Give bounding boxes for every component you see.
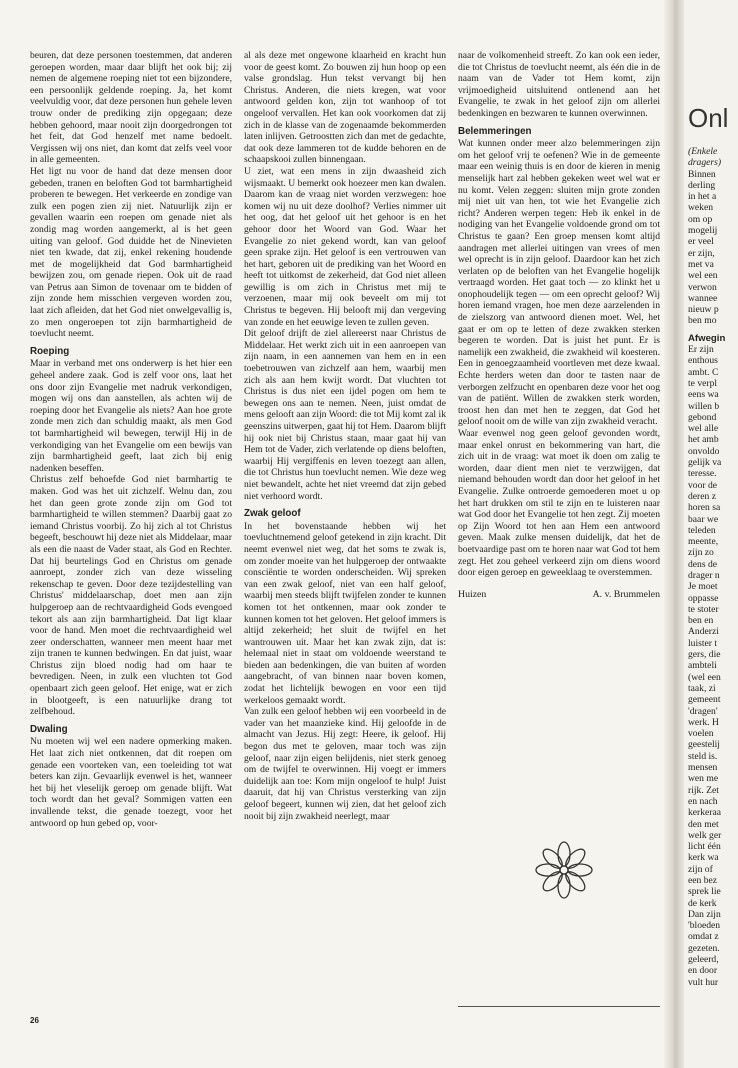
right-page-line: te verpl (688, 377, 718, 389)
right-page-line: drager n (688, 569, 720, 581)
paragraph: U ziet, wat een mens in zijn dwaasheid zich wijsmaakt. U bemerkt ook hoezeer men kan dwalen. Daarom kan de vraag niet worden verzwegen: hoe komen wij nu uit deze doolhof? Verlies nimmer uit het oog, dat het geloof uit het gehoor is en het gehoor door het Woord van God. Waar het Evangelie zo niet gekend wordt, kan van geloof geen sprake zijn. Het geloof is een vertrouwen van het hart, geboren uit de prediking van het Woord en heeft tot uitkomst de zekerheid, dat God niet alleen gewillig is om zich in Christus met mij te verzoenen, maar mij ook beveelt om mij tot Christus te begeven. Hij belooft mij dan vergeving van zonde en het eeuwige leven te zullen geven. (244, 165, 446, 328)
right-page-line: te stoter (688, 603, 719, 615)
right-page-line: eens wa (688, 389, 719, 401)
right-page-line: gezeten. (688, 942, 720, 954)
right-page-line: de kerk (688, 897, 717, 909)
right-page-line: ben mo (688, 315, 717, 327)
right-page-line: gelijk va (688, 457, 722, 469)
right-page-line: (wel een (688, 671, 721, 683)
right-page-line: in het a (688, 191, 717, 203)
right-page-line: kerkeraa (688, 807, 722, 819)
right-page-line: enthous (688, 355, 718, 367)
right-page-line: Afwegin (688, 332, 726, 344)
right-page-line: er veel (688, 236, 714, 248)
right-page-line: er zijn, (688, 247, 715, 259)
right-page-line: (Enkele (688, 146, 718, 157)
right-page-line: licht één (688, 841, 721, 853)
right-page-line: voor de (688, 479, 718, 491)
right-page-line: verwon (688, 281, 717, 293)
right-page-line: met va (688, 258, 714, 270)
right-page-line: steld is. (688, 750, 718, 762)
right-page-line: vult hur (688, 976, 719, 988)
right-page-line: zijn zo (688, 547, 714, 559)
right-page-line: mensen (688, 762, 718, 774)
right-page-line: Binnen (688, 168, 716, 180)
right-page-text (688, 146, 738, 988)
text-column-2 (244, 50, 446, 1000)
paragraph: Christus zelf behoefde God niet barmhartig te maken. God was het uit zichzelf. Welnu dan, zou het dan geen grote zonde zijn om God tot barmhartigheid te willen stemmen? Daarbij gaat zo iemand Christus voorbij. Zo hij zich al tot Christus begeeft, beschouwt hij deze niet als Middelaar, maar als een die naast de Vader staat, als God en Rechter. Dat hij beurtelings God en Christus om genade aanroept, zonder zich van deze wisseling rekenschap te geven. Door deze tezijdestelling van Christus' middelaarschap, doet men aan zijn hulpgeroep aan de rechtvaardigheid Gods evengoed tekort als aan zijn barmhartigheid. Dat ligt klaar voor de hand. Men moet die rechtvaardigheid wel zeer onderschatten, wanneer men meent haar met zijn tranen te kunnen bedwingen. En dat juist, waar Christus zijn bloed nodig had om haar te bevredigen. Neen, in zulk een vluchten tot God openbaart zich geen geloof. Het enige, wat er zich in blootgeeft, is een natuurlijke drang tot zelfbehoud. (30, 474, 232, 718)
right-page-line: gebond (688, 411, 717, 423)
column-rule (458, 1006, 660, 1007)
right-page-line: welk ger (688, 829, 722, 841)
right-page-line: gers, die (688, 649, 721, 661)
paragraph: Van zulk een geloof hebben wij een voorbeeld in de vader van het maanzieke kind. Hij geloofde in de almacht van Jezus. Hij zegt: Heere, ik geloof. Hij begon dus met te geloven, maar toch was zijn geloof, naar zijn eigen belijdenis, niet sterk genoeg om de twijfel te overwinnen. Hij voegt er immers duidelijk aan toe: Kom mijn ongeloof te hulp! Juist daaruit, dat hij van Christus versterking van zijn geloof begeert, kunnen wij zien, dat het geloof zich nooit bij zijn zwakheid neerlegt, maar (244, 706, 446, 822)
right-page-line: wen me (688, 773, 719, 785)
paragraph: Het ligt nu voor de hand dat deze mensen door gebeden, tranen en beloften God tot barmhartigheid proberen te bewegen. Het verkeerde en zondige van zulk een pogen zien zij niet. Natuurlijk zijn er gevallen waarin een roepen om genade niet als zondig mag worden aangemerkt, al is het geen uiting van geloof. God duidde het de Ninevieten niet ten kwade, dat zij, enkel rekening houdende met de mogelijkheid dat God barmhartigheid bewijzen zou, om genade riepen. Ook uit de raad van Petrus aan Simon de tovenaar om te bidden of zijn zonde hem misschien vergeven worden zou, laat zich afleiden, dat het God niet onwelgevallig is, zo men ongeroepen tot zijn barmhartigheid de toevlucht neemt. (30, 165, 232, 340)
right-page-title: Onl (688, 103, 729, 133)
right-page-line: deren z (688, 490, 716, 502)
right-page-line: het amb (688, 434, 719, 446)
right-page-line: onvoldo (688, 445, 720, 457)
right-page-line: baar we (688, 513, 719, 525)
right-page-line: geestelij (688, 739, 720, 751)
right-page-line: Anderzi (688, 626, 719, 638)
paragraph: al als deze met ongewone klaarheid en kracht hun voor de geest komt. Zo bouwen zij hun hoop op een valse grondslag. Hun tekst vervangt bij hen Christus. Anderen, die niets kregen, wat voor antwoord gelden kon, zijn tot wanhoop of tot ongeloof vervallen. Het kan ook voorkomen dat zij zich in de klasse van de zogenaamde bekommerden laten inlijven. Getroostten zich dan met de gedachte, dat ook deze lammeren tot de kudde behoren en de schaapskooi zullen binnengaan. (244, 50, 446, 166)
right-page-line: luister t (688, 637, 718, 649)
paragraph: Waar evenwel nog geen geloof gevonden wordt, maar enkel onrust en bekommering van hart, die zich uit in de vraag: wat moet ik doen om zalig te worden, daar dient men niet te verzwijgen, dat niemand behouden wordt dan door het geloof in het Evangelie. Zulke ontroerde gemoederen moet u op het hart drukken om stil te zijn en te luisteren naar wat God door het Evangelie tot hen zegt. Zij moeten op Zijn Woord tot hen aan Hem een antwoord geven. Maak zulke mensen duidelijk, dat het de boetvaardige past om te horen naar wat God tot hem zegt. Het zou geheel verkeerd zijn om diens woord door eigen geroep en geweeklaag te overstemmen. (458, 428, 660, 579)
right-page-line: ambt. C (688, 366, 719, 378)
right-page-line: omdat z (688, 931, 719, 943)
right-page-line: 'bloeden (688, 920, 721, 932)
section-heading-roeping: Roeping (30, 345, 70, 357)
section-heading-belemmeringen: Belemmeringen (458, 125, 532, 137)
right-page-line: Je moet (688, 581, 718, 593)
right-page-line: taak, zi (688, 682, 716, 694)
right-page-line: een bez (688, 875, 718, 886)
right-page-line: kerk wa (688, 852, 719, 864)
section-heading-zwak-geloof: Zwak geloof (244, 508, 301, 520)
right-page-line: wel een (688, 270, 718, 282)
right-page-line: en nach (688, 795, 718, 807)
signature-author: A. v. Brummelen (592, 588, 660, 600)
right-page-line: zijn of (688, 863, 713, 875)
paragraph: Nu moeten wij wel een nadere opmerking maken. Het laat zich niet ontkennen, dat dit roepen om genade een voorteken van, een toeleiding tot wat beters kan zijn. Gevaarlijk evenwel is het, wanneer het bij het vleselijk geroep om genade blijft. Wat toch wordt dan het geval? Sommigen vatten een invallende tekst, die genade toezegt, voor het antwoord op hun gebed op, voor- (30, 736, 232, 829)
paragraph: Dit geloof drijft de ziel allereerst naar Christus de Middelaar. Het werkt zich uit in een aanroepen van zijn naam, in een aannemen van hem en in een toebetrouwen van zichzelf aan hem, waarbij men zich als aan hem kwijt wordt. Dat vluchten tot Christus is dus niet een ijdel pogen om hem te bewegen ons aan te nemen. Neen, juist omdat de mens gelooft aan zijn Woord: die tot Mij komt zal ik geenszins uitwerpen, gaat hij tot Hem. Daarom blijft hij ook niet bij Christus staan, maar gaat hij van Hem tot de Vader, zich verlatende op diens beloften, waarbij Hij vergiffenis en leven toezegt aan allen, die tot Christus hun toevlucht nemen. Wie deze weg niet bewandelt, achte het niet vreemd dat zijn gebed niet verhoord wordt. (244, 328, 446, 502)
right-page-line: wannee (688, 292, 718, 304)
right-page-line: nieuw p (688, 304, 719, 316)
right-page-line: voelen (688, 728, 714, 740)
right-page-line: mogelij (688, 225, 718, 237)
right-page-line: sprek lie (688, 886, 721, 898)
right-page-line: gemeent (688, 694, 721, 706)
page-number: 26 (30, 1016, 39, 1025)
paragraph: In het bovenstaande hebben wij het toevluchtnemend geloof getekend in zijn kracht. Dit neemt evenwel niet weg, dat het soms te zwak is, om zonder moeite van het hulpgeroep der ontwaakte consciëntie te worden onderscheiden. Wij spreken van een zwak geloof, niet van een half geloof, waarbij men steeds blijft twijfelen zonder te kunnen komen tot het ontkennen, maar ook zonder te kunnen komen tot het geloven. Het geloof immers is altijd zekerheid; het sluit de twijfel en het wantrouwen uit. Maar het kan zwak zijn, dat is: helemaal niet in staat om voldoende weerstand te bieden aan bedenkingen, die van buiten af worden aangebracht, of van binnen naar boven komen, zodat het lichtelijk bewogen en voor een tijd werkeloos gemaakt wordt. (244, 520, 446, 706)
right-page-line: dens de (688, 558, 718, 570)
right-page-line: derling (688, 179, 716, 191)
paragraph: beuren, dat deze personen toestemmen, dat anderen geroepen worden, maar daar blijft het ook bij; zij nemen de algemene roeping niet tot een bijzondere, een persoonlijk geldende roeping. Ja, het komt veelvuldig voor, dat deze personen hun gehele leven trouw onder de prediking zijn opgegaan; deze hebben gehoord, maar nooit zijn doorgedrongen tot het feit, dat God henzelf met name bedoelt. Vergissen wij ons niet, dan komt dat zelfs veel voor in alle gemeenten. (30, 50, 232, 166)
paragraph: Wat kunnen onder meer alzo belemmeringen zijn om het geloof vrij te oefenen? Wie in de gemeente maar een weinig thuis is en door de kieren in menig menselijk hart zal hebben gekeken weet wel wat er nu komt. Velen zeggen: sluiten mijn grote zonden mij niet uit van hen, tot wie het Evangelie zich richt? Anderen werpen tegen: Heb ik enkel in de nodiging van het Evangelie voldoende grond om tot Christus te gaan? Een groep mensen komt altijd aandragen met allerlei uitingen van vrees of men wel oprecht is in zijn geloof. Daardoor kan het zich verlaten op de beloften van het Evangelie hogelijk vertraagd worden. Het gaat toch — zo klinkt het u onophoudelijk tegen — om een oprecht geloof? Wij horen iemand vragen, hoe men deze aarzelenden in de zielszorg van antwoord dienen moet. Wel, het gaat er om op te letten of deze zwakken sterken begeren te worden. Dat is juist het punt. Er is namelijk een zwakheid, die zwakheid wil koesteren. Een in genoegzaamheid voortleven met deze kwaal. Echte herders weten dan door te tasten naar de verborgen zelfzucht en openbaren deze voor het oog van de patiënt. Willen de zwakken sterk worden, troost hen dan met hen te zeggen, dat God het geloof nooit om de wille van zijn zwakheid veracht. (458, 138, 660, 428)
right-page-line: horen sa (688, 502, 721, 514)
paragraph: Maar in verband met ons onderwerp is het hier een geheel andere zaak. God is zelf voor ons, laat het ons door zijn Evangelie met nadruk verkondigen, mogen wij ons dan aanstellen, als achten wij de roeping door het Evangelie als niets? Aan hoe grote zonde men zich dan schuldig maakt, als men God tot barmhartigheid wil bewegen, terwijl Hij in de verkondiging van het Evangelie om een bewijs van zijn barmhartigheid geeft, laat zich bij enig nadenken beseffen. (30, 358, 232, 474)
right-page-line: den met (688, 818, 719, 830)
right-page-line: Er zijn (688, 344, 714, 356)
flower-ornament-icon (532, 838, 596, 902)
right-page-line: werk. H (688, 716, 719, 728)
right-page-line: geleerd, (688, 954, 719, 966)
right-page-line: ambteli (688, 660, 717, 672)
right-page-line: meente, (688, 536, 719, 548)
book-gutter (664, 0, 684, 1068)
right-page-line: weken (688, 202, 714, 214)
section-heading-dwaling: Dwaling (30, 723, 68, 735)
right-page (684, 0, 738, 1068)
right-page-line: ben en (688, 615, 714, 627)
right-page-line: om op (688, 213, 713, 225)
right-page-line: 'dragen' (688, 705, 718, 717)
right-page-line: Dan zijn (688, 908, 721, 920)
right-page-line: teresse. (688, 468, 717, 480)
right-page-line: willen b (688, 400, 720, 412)
signature-place: Huizen (458, 588, 487, 600)
right-page-line: dragers) (688, 157, 722, 169)
signature-line (458, 589, 660, 601)
text-column-1 (30, 50, 232, 1000)
right-page-line: wel alle (688, 423, 719, 435)
text-column-3 (458, 50, 660, 840)
paragraph: naar de volkomenheid streeft. Zo kan ook een ieder, die tot Christus de toevlucht neemt, als één die in de naam van de Vader tot Hem komt, zijn vrijmoedigheid uitsluitend ontlenend aan het Evangelie, te zwak in het geloof zijn om allerlei bedenkingen en bezwaren te kunnen overwinnen. (458, 50, 660, 119)
right-page-line: oppasse (688, 592, 719, 604)
right-page-line: en door (688, 965, 718, 977)
right-page-line: teleden (688, 524, 716, 536)
right-page-line: rijk. Zet (688, 784, 719, 796)
